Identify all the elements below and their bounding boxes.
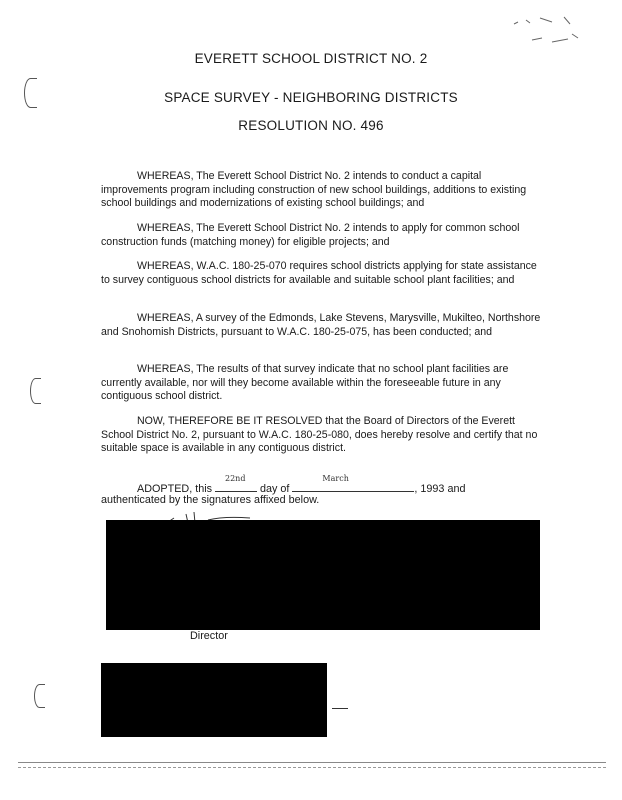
whereas-paragraph-1: WHEREAS, The Everett School District No. 2 intends to conduct a capital improvements program including construction of new school buildings, additions to existing school buildings and modernizations of existing school buildings; and — [101, 170, 527, 210]
month-blank — [292, 474, 414, 492]
whereas-paragraph-4: WHEREAS, A survey of the Edmonds, Lake Stevens, Marysville, Mukilteo, Northshore and Snohomish Districts, pursuant to W.A.C. 180-25-075, has been conducted; and — [101, 312, 541, 338]
redacted-signature-block-2 — [101, 663, 327, 737]
whereas-paragraph-3: WHEREAS, W.A.C. 180-25-070 requires school districts applying for state assistance to survey contiguous school districts for available and suitable school plant facilities; and — [101, 260, 537, 286]
corner-scribble-svg — [512, 14, 582, 50]
hole-punch-mark-middle — [30, 378, 41, 404]
day-of-label: day of — [260, 483, 290, 495]
whereas-paragraph-2: WHEREAS, The Everett School District No. 2 intends to apply for common school construction funds (matching money) for eligible projects; and — [101, 222, 520, 248]
day-handwritten: 22nd — [225, 474, 246, 483]
redacted-signature-block-1 — [106, 520, 540, 630]
hole-punch-mark-bottom — [34, 684, 45, 708]
adopted-prefix: ADOPTED, this — [137, 483, 212, 495]
year-suffix: , 1993 and — [414, 483, 466, 495]
document-subject: SPACE SURVEY - NEIGHBORING DISTRICTS — [164, 90, 458, 105]
scan-edge-dashes — [18, 767, 606, 770]
district-title: EVERETT SCHOOL DISTRICT NO. 2 — [194, 51, 428, 66]
whereas-paragraph-5: WHEREAS, The results of that survey indicate that no school plant facilities are currently available, nor will they become available within the foreseeable future in any contiguous school district. — [101, 363, 509, 403]
authentication-line: authenticated by the signatures affixed below. — [101, 494, 320, 506]
director-label: Director — [190, 630, 228, 642]
scan-edge-line — [18, 762, 606, 763]
day-blank — [215, 474, 257, 492]
signature-dash — [332, 708, 348, 709]
month-handwritten: March — [322, 474, 349, 483]
corner-scribble — [512, 14, 582, 50]
resolution-number: RESOLUTION NO. 496 — [238, 118, 384, 133]
resolved-paragraph: NOW, THEREFORE BE IT RESOLVED that the Board of Directors of the Everett School District No. 2, pursuant to W.A.C. 180-25-080, does hereby resolve and certify that no suitable space is available in any contiguous district. — [101, 415, 538, 455]
